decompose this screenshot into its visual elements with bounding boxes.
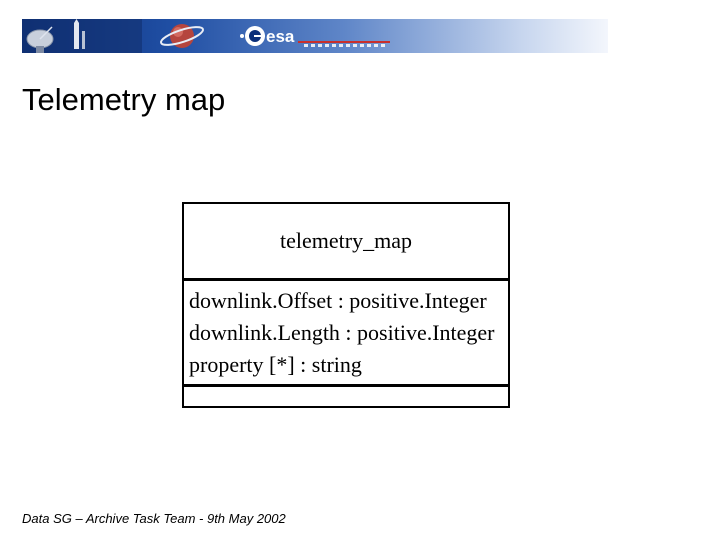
banner-artwork (22, 19, 608, 53)
esa-logo (240, 26, 390, 47)
header-banner (22, 19, 608, 53)
slide-title: Telemetry map (22, 82, 226, 117)
uml-attribute: downlink.Length : positive.Integer (189, 320, 495, 345)
uml-operations-compartment (184, 387, 508, 406)
uml-attribute: downlink.Offset : positive.Integer (189, 288, 487, 313)
uml-class-name: telemetry_map (184, 204, 508, 281)
uml-class-box (182, 202, 510, 408)
svg-text:esa: esa (266, 27, 295, 46)
uml-attributes-compartment (184, 281, 508, 387)
planet-ring-icon (159, 23, 205, 48)
slide-footer: Data SG – Archive Task Team - 9th May 2002 (22, 511, 286, 526)
uml-attribute: property [*] : string (189, 352, 362, 377)
